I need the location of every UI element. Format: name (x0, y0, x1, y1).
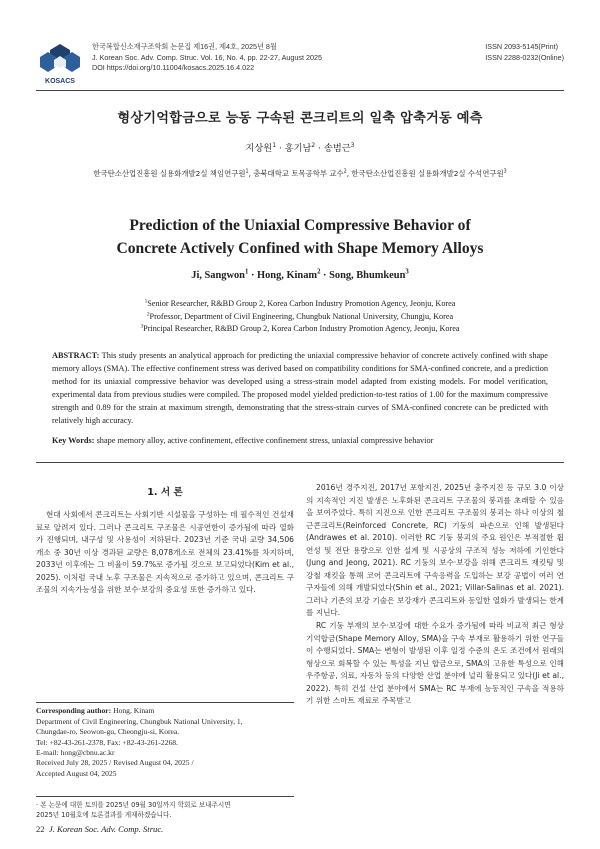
discussion-note (36, 800, 294, 820)
issn-block (485, 42, 564, 63)
affil-en-3 (0, 323, 600, 336)
affil-en-1 (0, 298, 600, 311)
logo-text: KOSACS (45, 78, 75, 85)
author-ko-2-sup: 2 (311, 141, 316, 149)
journal-en: J. Korean Soc. Adv. Comp. Struc. Vol. 16, No. 4, pp. 22-27, August 2025 (92, 52, 323, 62)
paragraph: 현대 사회에서 콘크리트는 사회기반 시설물을 구성하는 데 필수적인 건설재료로 알려져 있다. 그러나 콘크리트 구조물은 시공연한이 증가됨에 따라 열화가 진행되며, 내구성 및 사용성이 저하된다. 2023년 기준 국내 교량 34,506개소 중 30년 이상 경과된 교량은 8,078개소로 전체의 23.41%를 차지하며, 2033년 이후에는 그 비율이 59.7%로 증가될 것으로 보고되었다(Kim et al., 2025). 이처럼 국내 노후 구조물은 지속적으로 증가하고 있으며, 콘크리트 구조물의 지속가능성을 위한 보수·보강의 중요성 또한 증가하고 있다. (36, 510, 294, 595)
corresponding-author (36, 706, 294, 759)
kosacs-logo (36, 42, 84, 86)
affil-ko-3: 한국탄소산업진흥원 실용화개발2실 수석연구원 (351, 169, 504, 178)
corr-label: Corresponding author: (36, 706, 112, 715)
affil-ko-1-sup: 1 (245, 169, 249, 175)
affil-ko-3-sup: 3 (503, 169, 507, 175)
author-en-1: Ji, Sangwon (191, 270, 245, 281)
author-ko-3: 송범근 (323, 143, 351, 154)
affiliations-en (0, 298, 600, 336)
abstract-label: ABSTRACT: (52, 351, 100, 360)
journal-header (36, 42, 564, 86)
journal-citation (92, 42, 322, 74)
affil-en-1-text: Senior Researcher, R&BD Group 2, Korea Carbon Industry Promotion Agency, Jeonju, Korea (147, 299, 456, 308)
issn-online: ISSN 2288-0232(Online) (485, 52, 564, 62)
header-rule (36, 90, 564, 91)
page-footer (36, 824, 163, 834)
section-heading-introduction: 1. 서 론 (147, 487, 183, 498)
affil-ko-1: 한국탄소산업진흥원 실용화개발2실 책임연구원 (93, 169, 246, 178)
keywords-label: Key Words: (52, 436, 95, 445)
keywords-text: shape memory alloy, active confinement, effective confinement stress, uniaxial compressive behavior (94, 436, 434, 445)
affil-en-2-sup: 2 (146, 310, 150, 317)
author-en-2: Hong, Kinam (257, 270, 318, 281)
corr-email: E-mail: hong@cbnu.ac.kr (36, 748, 115, 758)
note-line-1: · 본 논문에 대한 토의를 2025년 09월 30일까지 학회로 보내주시면 (36, 801, 231, 809)
author-sep: · (248, 270, 258, 281)
affil-en-3-sup: 3 (140, 323, 144, 330)
author-sep: · (276, 143, 285, 154)
author-sep: · (315, 143, 324, 154)
author-ko-2: 홍기남 (284, 143, 312, 154)
author-ko-3-sup: 3 (350, 141, 355, 149)
corr-tel: Tel: +82-43-261-2378, Fax: +82-43-261-2268. (36, 737, 178, 747)
corr-dept: Department of Civil Engineering, Chungbuk National University, 1, (36, 716, 243, 726)
authors-en (0, 270, 600, 281)
corr-address: Chungdae-ro, Seowon-gu, Cheongju-si, Korea. (36, 727, 180, 737)
author-ko-1: 지상원 (245, 143, 273, 154)
abstract-rule (36, 462, 564, 463)
footnote-rule (36, 702, 294, 703)
note-rule (36, 796, 294, 797)
authors-ko (0, 140, 600, 154)
received-line-2: Accepted August 04, 2025 (36, 768, 117, 778)
note-line-2: 2025년 10월호에 토론결과를 게재하겠습니다. (36, 811, 172, 819)
issn-print: ISSN 2093-5145(Print) (485, 42, 558, 51)
author-sep: · (320, 270, 330, 281)
corr-name: Hong, Kinam (111, 706, 155, 715)
title-ko: 형상기억합금으로 능동 구속된 콘크리트의 일축 압축거동 예측 (117, 111, 483, 126)
affil-en-3-text: Principal Researcher, R&BD Group 2, Korea Carbon Industry Promotion Agency, Jeonju, Korea (143, 324, 460, 334)
affil-sep: , (346, 169, 352, 178)
right-column (306, 482, 564, 708)
affiliations-ko (0, 168, 600, 179)
affil-ko-2: 충북대학교 토목공학부 교수 (253, 169, 344, 178)
author-en-3: Song, Bhumkeun (329, 270, 406, 281)
author-en-2-sup: 2 (317, 268, 321, 276)
affil-ko-2-sup: 2 (343, 169, 347, 175)
received-line-1: Received July 28, 2025 / Revised August 04, 2025 / (36, 758, 194, 767)
left-column (36, 509, 294, 597)
affil-sep: , (248, 169, 254, 178)
doi: DOI https://doi.org/10.11004/kosacs.2025.16.4.022 (92, 63, 255, 73)
paragraph: 2016년 경주지진, 2017년 포항지진, 2025년 충주지진 등 규모 3.0 이상의 지속적인 지진 발생은 노후화된 콘크리트 구조물의 붕괴를 초래할 수 있음을 보여주었다. 특히 지진으로 인한 콘크리트 구조물의 붕괴는 하나 이상의 철근콘크리트(Reinforced Concrete, RC) 기둥의 파손으로 인해 발생된다(Andrawes et al. 2010). 이러한 RC 기둥 붕괴의 주요 원인은 부적절한 휨 연성 및 전단 용량으로 인한 설계 및 시공상의 구조적 성능 저하에 기인한다(Jung and Jeong, 2021). RC 기둥의 보수·보강을 위해 콘크리트 재킷팅 및 강철 재킷을 통해 코어 콘크리트에 구속응력을 도입하는 보강 공법이 여러 연구자들에 의해 개발되었다(Shin et al., 2021; Villar-Salinas et al. 2021). 그러나 기존의 보강 기술은 보강재가 콘크리트와 동일한 열화가 발생되는 한계를 지닌다. (306, 483, 564, 618)
affil-en-1-sup: 1 (144, 298, 148, 305)
paragraph: RC 기둥 부재의 보수·보강에 대한 수요가 증가됨에 따라 비교적 최근 형상기억합금(Shape Memory Alloy, SMA)을 구속 부재로 활용하기 위한 연구들이 수행되었다. SMA는 변형이 발생된 이후 일정 수준의 온도 조건에서 원래의 형상으로 회복할 수 있는 특성을 지닌 합금으로, SMA의 고유한 특성으로 인해 우주항공, 의료, 자동차 등의 다양한 산업 분야에 널리 활용되고 있다(Ji et al., 2022). 특히 건설 산업 분야에서 SMA는 RC 부재에 능동적인 구속을 적용하기 위한 스마트 재료로 주목받고 (306, 621, 564, 706)
author-ko-1-sup: 1 (272, 141, 276, 149)
author-en-1-sup: 1 (244, 268, 249, 276)
author-en-3-sup: 3 (405, 268, 409, 276)
received-dates (36, 758, 294, 779)
affil-en-2 (0, 311, 600, 324)
title-en-line-2: Concrete Actively Confined with Shape Memory Alloys (116, 240, 484, 257)
title-en (0, 214, 600, 260)
journal-ko: 한국복합신소재구조학회 논문집 제16권, 제4호, 2025년 8월 (92, 42, 277, 51)
keywords (52, 436, 548, 445)
abstract-text: This study presents an analytical approach for predicting the uniaxial compressive behavior of concrete actively confined with shape memory alloys (SMA). The effective confinement stress was derived based on compatibility conditions for SMA-confined concrete, and a prediction method for its uniaxial compressive behavior was developed using a stress-strain model adapted from existing models. For model verification, experimental data from previous studies were compiled. The proposed model yielded prediction-to-test ratios of 1.00 for the maximum compressive strength and 0.89 for the strain at maximum strength, demonstrating that the stress-strain curves of SMA-confined concrete can be predicted with relatively high accuracy. (52, 351, 548, 425)
affil-en-2-text: Professor, Department of Civil Engineering, Chungbuk National University, Chungju, Korea (149, 311, 454, 321)
page-number: 22 (36, 824, 45, 834)
abstract (52, 350, 548, 427)
title-en-line-1: Prediction of the Uniaxial Compressive Behavior of (129, 217, 471, 234)
footer-journal: J. Korean Soc. Adv. Comp. Struc. (48, 824, 164, 834)
